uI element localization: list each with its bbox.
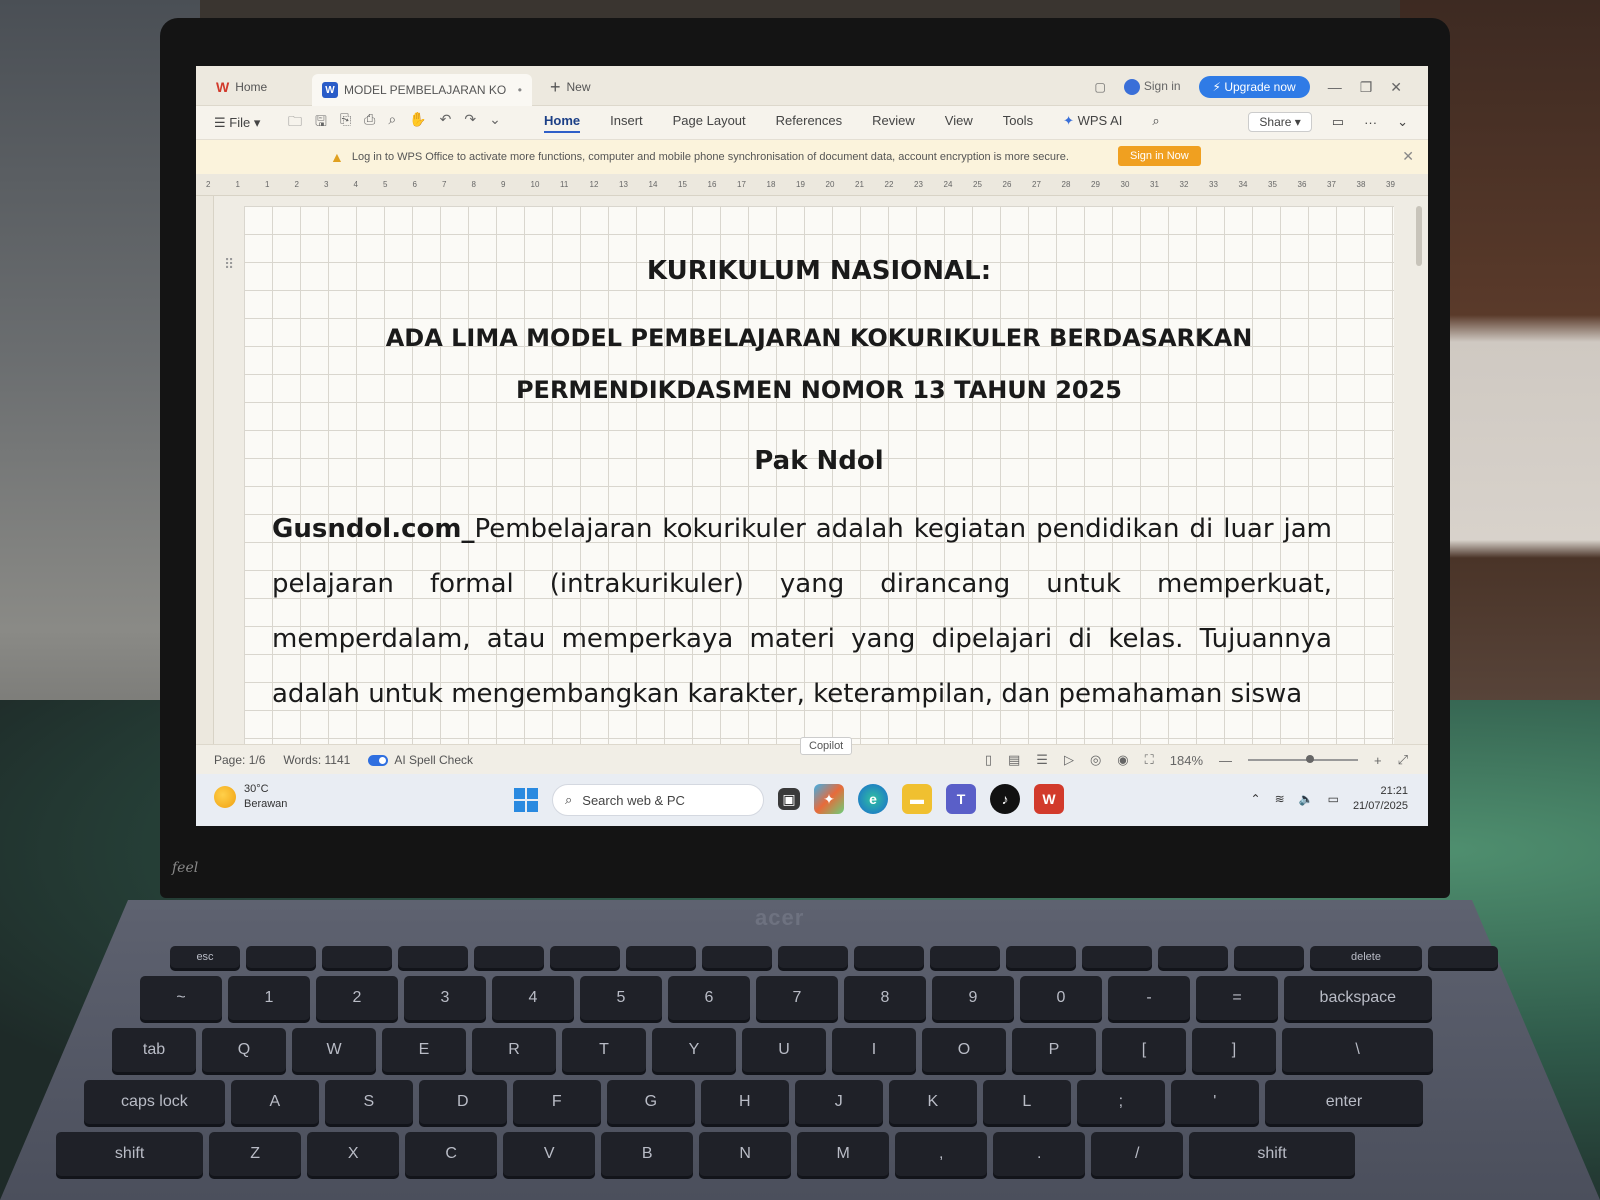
bezel-logo: feel [172,860,199,876]
keyboard-key [1082,946,1152,968]
ruler-tick: 6 [412,180,417,189]
weather-widget[interactable] [214,782,287,812]
keyboard-key: = [1196,976,1278,1020]
keyboard-key: [ [1102,1028,1186,1072]
keyboard-key: caps lock [84,1080,225,1124]
keyboard-key: V [503,1132,595,1176]
windows-start-icon[interactable] [514,788,538,812]
file-menu[interactable]: ☰ File ▾ [214,114,261,130]
keyboard-key: P [1012,1028,1096,1072]
ai-spell-check-toggle[interactable] [368,753,473,767]
status-bar [196,740,1428,774]
keyboard-row [112,1028,1433,1072]
ruler-tick: 15 [678,180,687,189]
keyboard-key: . [993,1132,1085,1176]
ruler-tick: 22 [884,180,894,189]
undo-icon[interactable]: ↶ [439,110,452,127]
keyboard-key: F [513,1080,601,1124]
keyboard-key: M [797,1132,889,1176]
ruler-tick: 16 [707,180,717,189]
edge-browser-icon[interactable]: e [858,784,888,814]
keyboard-key: shift [56,1132,203,1176]
keyboard-key: I [832,1028,916,1072]
keyboard-key: ; [1077,1080,1165,1124]
keyboard-key [474,946,544,968]
keyboard-key: A [231,1080,319,1124]
windows-taskbar [196,774,1428,826]
sign-in-now-button[interactable]: Sign in Now [1118,146,1201,166]
vertical-ruler [196,196,214,744]
keyboard-key: 9 [932,976,1014,1020]
tab-document-label: MODEL PEMBELAJARAN KO [344,83,507,97]
keyboard-key: esc [170,946,240,968]
vertical-scrollbar[interactable] [1416,206,1422,266]
keyboard-key: delete [1310,946,1422,968]
zoom-level[interactable]: 184% [1169,752,1203,768]
keyboard-key [246,946,316,968]
keyboard-key: Y [652,1028,736,1072]
ruler-tick: 10 [530,180,540,189]
taskbar-search-placeholder: Search web & PC [582,792,685,808]
ruler-tick: 35 [1268,180,1277,189]
tab-close-dot-icon[interactable]: • [517,83,522,97]
ruler-tick: 34 [1238,180,1248,189]
ruler-tick: 2 [294,180,299,189]
ruler-tick: 24 [943,180,953,189]
wps-logo-icon: W [216,79,230,95]
horizontal-ruler [196,174,1428,196]
menu-tools[interactable]: Tools [1002,112,1034,128]
ruler-tick: 30 [1120,180,1130,189]
keyboard-key: \ [1282,1028,1433,1072]
copilot-tooltip: Copilot [800,737,852,755]
keyboard-key [626,946,696,968]
keyboard-key: Z [209,1132,301,1176]
ruler-tick: 3 [324,180,329,189]
keyboard-key [1158,946,1228,968]
volume-icon[interactable]: 🔈 [1298,792,1314,806]
keyboard-key [778,946,848,968]
taskbar-search[interactable] [552,784,764,816]
export-icon[interactable]: ⎘ [339,110,352,127]
ribbon [196,106,1428,140]
keyboard-key: 8 [844,976,926,1020]
menu-home[interactable]: Home [544,113,580,133]
ruler-tick: 36 [1297,180,1307,189]
ruler-tick: 7 [442,180,447,189]
document-page[interactable] [244,206,1394,766]
comment-icon[interactable]: ▭ [1331,114,1345,129]
keyboard-key [398,946,468,968]
keyboard-key: G [607,1080,695,1124]
keyboard-key: C [405,1132,497,1176]
keyboard-key: O [922,1028,1006,1072]
keyboard-key: , [895,1132,987,1176]
keyboard-key: ' [1171,1080,1259,1124]
keyboard-key [854,946,924,968]
ruler-tick: 17 [737,180,746,189]
upgrade-label: Upgrade now [1224,80,1296,94]
notice-text: Log in to WPS Office to activate more functions, computer and mobile phone synchronisation of document data, account encryption is more secure. [351,151,1069,163]
clock-date: 21/07/2025 [1352,800,1408,812]
ruler-tick: 21 [855,180,864,189]
tiktok-icon[interactable]: ♪ [990,784,1020,814]
keyboard-key: 7 [756,976,838,1020]
keyboard-key: T [562,1028,646,1072]
brand-logo: acer [755,905,805,930]
notice-close-icon[interactable]: ✕ [1402,148,1414,164]
menu-tabs [544,113,1160,133]
menu-references[interactable]: References [775,112,843,128]
minimize-icon[interactable]: — [1327,79,1342,95]
ruler-tick: 33 [1209,180,1218,189]
keyboard-key: R [472,1028,556,1072]
ruler-tick: 1 [265,180,270,189]
web-layout-icon[interactable]: ◎ [1089,752,1102,767]
search-icon: ⌕ [565,792,573,807]
ruler-tick: 23 [914,180,923,189]
ruler-tick: 11 [560,180,569,189]
ruler-tick: 1 [235,180,240,189]
keyboard-key: 4 [492,976,574,1020]
new-tab-button[interactable] [550,74,591,100]
ruler-tick: 20 [825,180,835,189]
menu-page-layout[interactable]: Page Layout [672,112,746,128]
document-area [196,196,1428,744]
fullscreen-icon[interactable]: ⤢ [1397,752,1408,767]
plus-icon: + [550,76,561,97]
weather-sun-icon [214,786,236,808]
ruler-tick: 2 [206,180,211,189]
ruler-tick: 29 [1091,180,1100,189]
toggle-switch-icon [368,755,388,766]
print-icon[interactable]: ⎙ [364,110,376,127]
play-icon[interactable]: ▷ [1063,752,1074,767]
keyboard [0,940,1600,1200]
save-icon[interactable]: 🖫 [315,112,327,129]
page-count: Page: 1/6 [214,752,266,767]
sign-in-label: Sign in [1143,79,1181,94]
collapse-ribbon-icon[interactable]: ⌄ [1397,114,1408,129]
doc-title-line2: ADA LIMA MODEL PEMBELAJARAN KOKURIKULER BERDASARKAN [385,324,1253,352]
word-count: Words: 1141 [283,752,351,767]
search-icon[interactable]: ⌕ [1152,112,1160,128]
keyboard-row [140,976,1432,1020]
tab-home-label: Home [235,80,268,94]
ruler-tick: 27 [1032,180,1041,189]
keyboard-key: enter [1265,1080,1423,1124]
ruler-tick: 28 [1061,180,1071,189]
teams-icon[interactable]: T [946,784,976,814]
fit-page-icon[interactable]: ⛶ [1144,752,1154,767]
keyboard-key [702,946,772,968]
warning-icon: ▲ [330,149,344,165]
keyboard-key: 3 [404,976,486,1020]
tray-chevron-icon[interactable]: ⌃ [1250,792,1261,806]
ruler-tick: 32 [1179,180,1189,189]
keyboard-key: / [1091,1132,1183,1176]
reading-mode-icon[interactable]: ▯ [984,752,992,767]
ruler-tick: 13 [619,180,628,189]
drag-handle-icon[interactable]: ⠿ [224,256,235,272]
zoom-slider[interactable] [1248,759,1358,761]
keyboard-key: ~ [140,976,222,1020]
keyboard-key: shift [1189,1132,1355,1176]
keyboard-key: 1 [228,976,310,1020]
keyboard-row [56,1132,1355,1176]
menu-insert[interactable]: Insert [610,112,643,128]
keyboard-key: B [601,1132,693,1176]
redo-icon[interactable]: ↷ [464,110,477,127]
screen [196,66,1428,826]
quick-tools [288,111,528,135]
login-notice [196,140,1428,174]
copilot-icon[interactable]: ✦ [814,784,844,814]
new-tab-label: New [566,80,591,94]
keyboard-key: X [307,1132,399,1176]
ruler-tick: 19 [796,180,805,189]
ruler-tick: 39 [1386,180,1395,189]
share-button[interactable]: Share ▾ [1248,112,1311,132]
keyboard-key: 6 [668,976,750,1020]
ai-spell-check-label: AI Spell Check [394,752,474,767]
zoom-in-icon[interactable]: + [1374,752,1382,768]
keyboard-key [1006,946,1076,968]
file-explorer-icon[interactable]: ▬ [902,784,932,814]
more-options-icon[interactable]: ··· [1364,114,1378,130]
keyboard-key [1234,946,1304,968]
battery-icon[interactable]: ▭ [1327,792,1339,806]
keyboard-key: Q [202,1028,286,1072]
keyboard-key: W [292,1028,376,1072]
keyboard-key: tab [112,1028,196,1072]
wifi-icon[interactable]: ≋ [1274,792,1285,806]
ruler-tick: 4 [353,180,358,189]
keyboard-key: K [889,1080,977,1124]
ruler-tick: 12 [589,180,599,189]
word-doc-icon: W [322,82,338,98]
file-menu-label: File [229,114,251,130]
keyboard-key: E [382,1028,466,1072]
keyboard-key: 5 [580,976,662,1020]
keyboard-key: U [742,1028,826,1072]
keyboard-key: 2 [316,976,398,1020]
keyboard-row [170,946,1498,968]
keyboard-key: D [419,1080,507,1124]
ruler-tick: 26 [1002,180,1012,189]
ruler-tick: 37 [1327,180,1336,189]
ruler-tick: 5 [383,180,388,189]
keyboard-key: 0 [1020,976,1102,1020]
task-view-icon[interactable]: ▣ [778,788,800,810]
sparkle-icon: ✦ [1063,112,1074,128]
keyboard-key: N [699,1132,791,1176]
clock-time: 21:21 [1380,785,1408,797]
close-icon[interactable]: ✕ [1390,78,1402,95]
keyboard-key [1428,946,1498,968]
ruler-tick: 25 [973,180,982,189]
keyboard-key: S [325,1080,413,1124]
tab-bar [196,66,1428,106]
weather-temp: 30°C [244,783,269,795]
menu-review[interactable]: Review [872,112,915,128]
keyboard-key: H [701,1080,789,1124]
keyboard-key: ] [1192,1028,1276,1072]
ruler-tick: 9 [501,180,506,189]
weather-condition: Berawan [244,798,288,810]
doc-author: Pak Ndol [754,446,884,476]
wps-office-icon[interactable]: W [1034,784,1064,814]
eye-protection-icon[interactable]: ◉ [1117,752,1129,767]
keyboard-key: J [795,1080,883,1124]
clock[interactable] [1353,784,1408,814]
para-body: Pembelajaran kokurikuler adalah kegiatan pendidikan di luar jam pelajaran formal (intrakurikuler) yang dirancang untuk memperkuat, memperdalam, atau memperkaya materi yang dipelajari di kelas. Tujuannya adalah untuk mengembangkan karakter, keterampilan, dan pemahaman siswa [272,514,1332,709]
doc-title-line1: KURIKULUM NASIONAL: [646,256,992,286]
more-tools-icon[interactable]: ⌄ [489,110,501,127]
sign-in-button[interactable] [1124,79,1181,95]
keyboard-row [84,1080,1423,1124]
open-folder-icon[interactable]: 🗀 [288,112,302,129]
ruler-tick: 18 [766,180,776,189]
menu-wps-ai-label: WPS AI [1077,112,1123,128]
doc-title-line3: PERMENDIKDASMEN NOMOR 13 TAHUN 2025 [515,376,1123,404]
user-avatar-icon [1124,79,1140,95]
tab-document[interactable] [312,74,532,106]
print-preview-icon[interactable]: ⌕ [388,110,397,127]
menu-wps-ai[interactable] [1063,113,1122,133]
keyboard-key [322,946,392,968]
upgrade-button[interactable]: ⚡ Upgrade now [1199,76,1310,98]
ruler-tick: 8 [471,180,476,189]
menu-view[interactable]: View [944,112,973,128]
maximize-icon[interactable]: ❐ [1359,78,1373,95]
keyboard-key: L [983,1080,1071,1124]
restore-window-icon[interactable]: ▢ [1094,80,1106,94]
ruler-tick: 14 [648,180,658,189]
outline-icon[interactable]: ☰ [1036,752,1048,767]
format-painter-icon[interactable]: ✋ [409,110,427,127]
ruler-tick: 31 [1150,180,1159,189]
doc-paragraph [272,502,1332,722]
keyboard-key [550,946,620,968]
keyboard-key: - [1108,976,1190,1020]
keyboard-key: backspace [1284,976,1432,1020]
print-layout-icon[interactable]: ▤ [1008,752,1021,767]
para-lead: Gusndol.com_ [272,514,475,544]
keyboard-key [930,946,1000,968]
share-label: Share [1259,115,1292,129]
ruler-tick: 38 [1356,180,1366,189]
tab-home[interactable] [216,74,267,100]
zoom-out-icon[interactable]: — [1219,752,1232,768]
